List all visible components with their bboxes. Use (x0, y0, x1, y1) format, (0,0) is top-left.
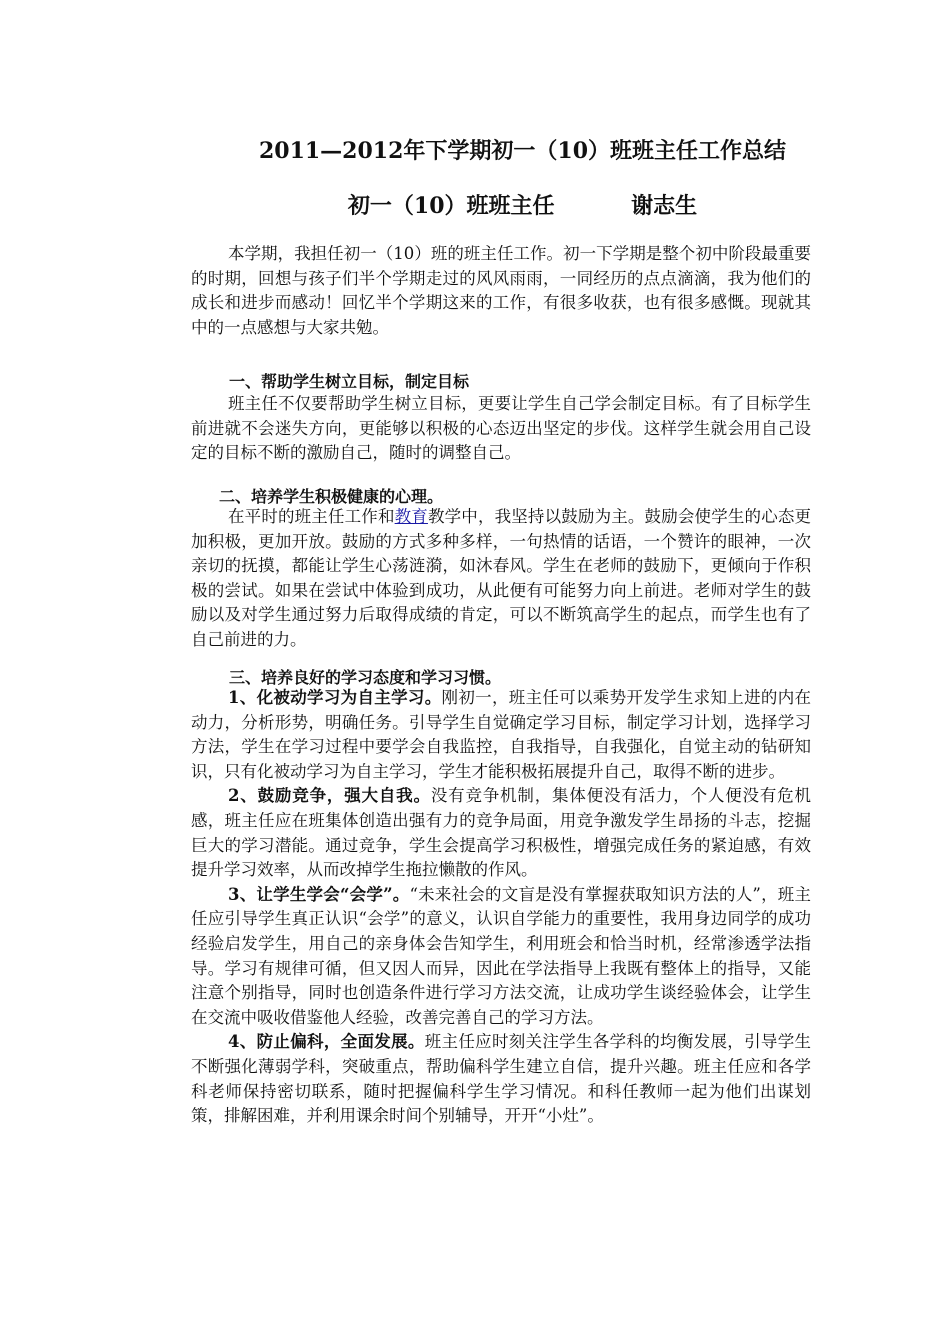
item-3-lead: 3、让学生学会“会学”。 (228, 884, 410, 904)
item-1-text: 刚初一，班主任可以乘势开发学生求知上进的内在动力，分析形势，明确任务。引导学生自觉确定学习目标，制定学习计划，选择学习方法，学生在学习过程中要学会自我监控，自我指导，自我强化，自觉主动的钻研知识，只有化被动学习为自主学习，学生才能积极拓展提升自己，取得不断的进步。 (191, 688, 812, 781)
section3-item-1 (191, 686, 811, 784)
section1-heading: 一、帮助学生树立目标，制定目标 (229, 372, 470, 391)
item-1-lead: 1、化被动学习为自主学习。 (228, 688, 442, 707)
item-3-text: “未来社会的文盲是没有掌握获取知识方法的人”，班主任应引导学生真正认识“会学”的意义，认识自学能力的重要性，我用身边同学的成功经验启发学生，用自己的亲身体会告知学生，利用班会和恰当时机，经常渗透学法指导。学习有规律可循，但又因人而异，因此在学法指导上我既有整体上的指导，又能注意个别指导，同时也创造条件进行学习方法交流，让成功学生谈经验体会，让学生在交流中吸收借鉴他人经验，改善完善自己的学习方法。 (191, 884, 811, 1027)
section1-body (191, 392, 811, 466)
section1-text: 班主任不仅要帮助学生树立目标，更要让学生自己学会制定目标。有了目标学生前进就不会迷失方向，更能够以积极的心态迈出坚定的步伐。这样学生就会用自己设定的目标不断的激励自己，随时的调整自己。 (191, 394, 811, 463)
intro-text: 本学期，我担任初一（10）班的班主任工作。初一下学期是整个初中阶段最重要的时期，回想与孩子们半个学期走过的风风雨雨，一同经历的点点滴滴，我为他们的成长和进步而感动！回忆半个学期这来的工作，有很多收获，也有很多感慨。现就其中的一点感想与大家共勉。 (191, 244, 811, 337)
education-link[interactable]: 教育 (394, 507, 428, 526)
document-title: 2011—2012年下学期初一（10）班班主任工作总结 (258, 138, 787, 164)
section2-text-after: 教学中，我坚持以鼓励为主。鼓励会使学生的心态更加积极，更加开放。鼓励的方式多种多样，一句热情的话语，一个赞许的眼神，一次亲切的抚摸，都能让学生心荡涟漪，如沐春风。学生在老师的鼓励下，更倾向于作积极的尝试。如果在尝试中体验到成功，从此便有可能努力向上前进。老师对学生的鼓励以及对学生通过努力后取得成绩的肯定，可以不断筑高学生的起点，而学生也有了自己前进的力。 (191, 507, 812, 649)
item-2-text: 没有竞争机制，集体便没有活力，个人便没有危机感，班主任应在班集体创造出强有力的竞争局面，用竞争激发学生昂扬的斗志，挖掘巨大的学习潜能。通过竞争，学生会提高学习积极性，增强完成任务的紧迫感，有效提升学习效率，从而改掉学生拖拉懒散的作风。 (191, 786, 812, 880)
section3-item-2 (191, 784, 811, 882)
section3-item-3 (191, 883, 811, 1031)
item-4-text: 班主任应时刻关注学生各学科的均衡发展，引导学生不断强化薄弱学科，突破重点，帮助偏科学生建立自信，提升兴趣。班主任应和各学科老师保持密切联系，随时把握偏科学生学习情况。和科任教师一起为他们出谋划策，排解困难，并利用课余时间个别辅导，开开“小灶”。 (191, 1032, 812, 1126)
section3-heading: 三、培养良好的学习态度和学习习惯。 (229, 668, 502, 687)
section2-heading: 二、培养学生积极健康的心理。 (219, 487, 444, 506)
section3-body (191, 686, 811, 1129)
intro-paragraph (191, 242, 811, 340)
document-author-line: 初一（10）班班主任 谢志生 (347, 193, 698, 219)
section2-text-before: 在平时的班主任工作和 (228, 507, 395, 526)
item-4-lead: 4、防止偏科，全面发展。 (228, 1032, 425, 1052)
section2-text (191, 505, 811, 653)
section2-body (191, 505, 811, 653)
item-2-lead: 2、鼓励竞争，强大自我。 (228, 786, 431, 806)
section3-item-4 (191, 1030, 811, 1128)
